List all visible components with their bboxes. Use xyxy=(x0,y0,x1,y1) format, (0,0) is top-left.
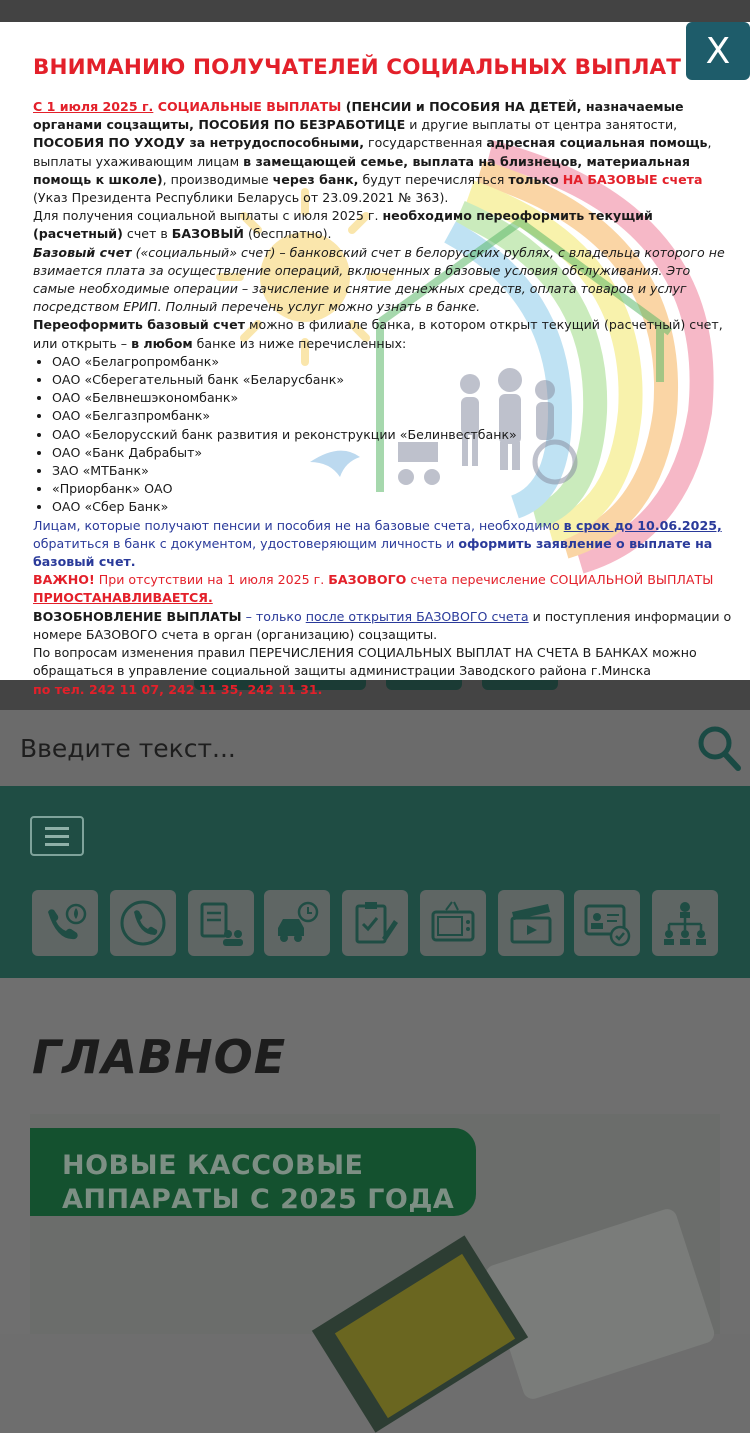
text: и поступления информации о номере БАЗОВОГО счета в орган (организацию) соцзащиты. xyxy=(33,608,732,642)
tv-icon[interactable] xyxy=(420,890,486,956)
news-banner-line1: НОВЫЕ КАССОВЫЕ xyxy=(62,1150,364,1181)
text: Для получения социальной выплаты с июля 2025 г. xyxy=(33,208,383,224)
modal-title: ВНИМАНИЮ ПОЛУЧАТЕЛЕЙ СОЦИАЛЬНЫХ ВЫПЛАТ xyxy=(33,55,682,80)
text: ПРИОСТАНАВЛИВАЕТСЯ. xyxy=(33,590,213,606)
text: адресная социальная помощь xyxy=(486,135,708,151)
text: (Указ Президента Республики Беларусь от 23.09.2021 № 363). xyxy=(33,190,449,206)
text: , выплаты ухаживающим лицам xyxy=(33,135,712,169)
section-heading: ГЛАВНОЕ xyxy=(32,1030,287,1084)
text: необходимо переоформить текущий (расчетный) xyxy=(33,208,653,242)
paragraph-banks-intro xyxy=(33,316,733,352)
text: Лицам, которые получают пенсии и пособия не на базовые счета, необходимо xyxy=(33,517,564,533)
paragraph-basic-account xyxy=(33,244,733,317)
text: можно в филиале банка, в котором открыт текущий (расчетный) счет, или открыть – xyxy=(33,317,723,351)
text: через банк, xyxy=(272,171,359,187)
phone-numbers: по тел. 242 11 07, 242 11 35, 242 11 31. xyxy=(33,681,323,697)
meeting-clipboard-icon[interactable] xyxy=(188,890,254,956)
text: банке из ниже перечисленных: xyxy=(192,335,407,351)
list-item: • ОАО «Белвнешэкономбанк» xyxy=(52,389,733,407)
news-card[interactable] xyxy=(30,1114,720,1334)
text: , производимые xyxy=(162,171,273,187)
text: в любом xyxy=(131,335,193,351)
text: ВОЗОБНОВЛЕНИЕ ВЫПЛАТЫ xyxy=(33,608,242,624)
phone-circle-icon[interactable] xyxy=(110,890,176,956)
bank-list xyxy=(33,353,733,517)
list-item: • ОАО «Белагропромбанк» xyxy=(52,353,733,371)
text: счет в xyxy=(122,226,172,242)
text: (ПЕНСИИ и ПОСОБИЯ НА ДЕТЕЙ, назначаемые органами соцзащиты, ПОСОБИЯ ПО БЕЗРАБОТИЦЕ xyxy=(33,99,684,133)
phone-fire-icon[interactable] xyxy=(32,890,98,956)
checklist-icon[interactable] xyxy=(342,890,408,956)
text: – только xyxy=(241,608,306,624)
text: обратиться в банк с документом, удостоверяющим личность и xyxy=(33,535,459,551)
paragraph-contact: По вопросам изменения правил ПЕРЕЧИСЛЕНИЯ СОЦИАЛЬНЫХ ВЫПЛАТ НА СЧЕТА В БАНКАХ можно обращаться в управление социальной защиты администрации Заводского района г.Минска xyxy=(33,645,697,679)
list-item: • ОАО «Банк Дабрабыт» xyxy=(52,444,733,462)
menu-button[interactable] xyxy=(30,816,84,856)
text: Переоформить базовый счет xyxy=(33,317,245,333)
text: ПОСОБИЯ ПО УХОДУ за нетрудоспособными, xyxy=(33,135,364,151)
date-text: С 1 июля 2025 г. xyxy=(33,99,154,114)
list-item: • «Приорбанк» ОАО xyxy=(52,480,733,498)
news-banner-line2: АППАРАТЫ С 2025 ГОДА xyxy=(62,1184,455,1215)
deadline-text: в срок до 10.06.2025, xyxy=(563,517,722,533)
paragraph-resume xyxy=(33,608,733,644)
modal-body xyxy=(33,50,733,699)
list-item: • ОАО «Сбер Банк» xyxy=(52,498,733,516)
news-banner xyxy=(30,1128,476,1216)
search-input[interactable] xyxy=(0,710,710,786)
top-bar xyxy=(0,0,750,22)
text: государственная xyxy=(364,135,487,151)
text: счета перечисление СОЦИАЛЬНОЙ ВЫПЛАТЫ xyxy=(406,572,714,588)
paragraph-reissue xyxy=(33,207,733,243)
paragraph-deadline xyxy=(33,517,733,572)
text: При отсутствии на 1 июля 2025 г. xyxy=(94,572,329,588)
clapperboard-icon[interactable] xyxy=(498,890,564,956)
receipt-paper-image xyxy=(483,1207,716,1402)
text: после открытия БАЗОВОГО счета xyxy=(305,608,529,624)
car-clock-icon[interactable] xyxy=(264,890,330,956)
announcement-modal xyxy=(0,22,750,697)
text: Базовый счет xyxy=(33,244,132,260)
list-item: • ЗАО «МТБанк» xyxy=(52,462,733,480)
paragraph-important xyxy=(33,571,733,607)
list-item: • ОАО «Сберегательный банк «Беларусбанк» xyxy=(52,371,733,389)
org-structure-icon[interactable] xyxy=(652,890,718,956)
text: будут перечисляться xyxy=(358,171,509,187)
text: (бесплатно). xyxy=(243,226,332,242)
list-item: • ОАО «Белгазпромбанк» xyxy=(52,407,733,425)
paragraph-payments xyxy=(33,98,733,207)
text: только xyxy=(508,171,559,187)
text: БАЗОВЫЙ xyxy=(171,226,244,242)
text: НА БАЗОВЫЕ счета xyxy=(562,171,703,187)
search-bar xyxy=(0,710,750,786)
text: СОЦИАЛЬНЫЕ ВЫПЛАТЫ xyxy=(153,99,342,114)
search-icon[interactable] xyxy=(696,724,742,772)
text: ВАЖНО! xyxy=(33,572,95,588)
text: и другие выплаты от центра занятости, xyxy=(405,117,678,133)
close-button[interactable]: X xyxy=(686,22,750,80)
list-item: • ОАО «Белорусский банк развития и реконструкции «Белинвестбанк» xyxy=(52,426,733,444)
id-card-check-icon[interactable] xyxy=(574,890,640,956)
text: в замещающей семье, выплата на близнецов, материальная помощь к школе) xyxy=(33,153,690,187)
text: («социальный» счет) – банковский счет в белорусских рублях, с владельца которого не взимается плата за осуществление операций, включенных в базовые условия обслуживания. Это самые необходимые операции – зачисление и снятие денежных средств, оплата товаров и услуг посредством ЕРИП. Полный перечень услуг можно узнать в банке. xyxy=(33,244,725,315)
text: БАЗОВОГО xyxy=(328,572,407,588)
text: оформить заявление о выплате на базовый счет. xyxy=(33,535,713,570)
